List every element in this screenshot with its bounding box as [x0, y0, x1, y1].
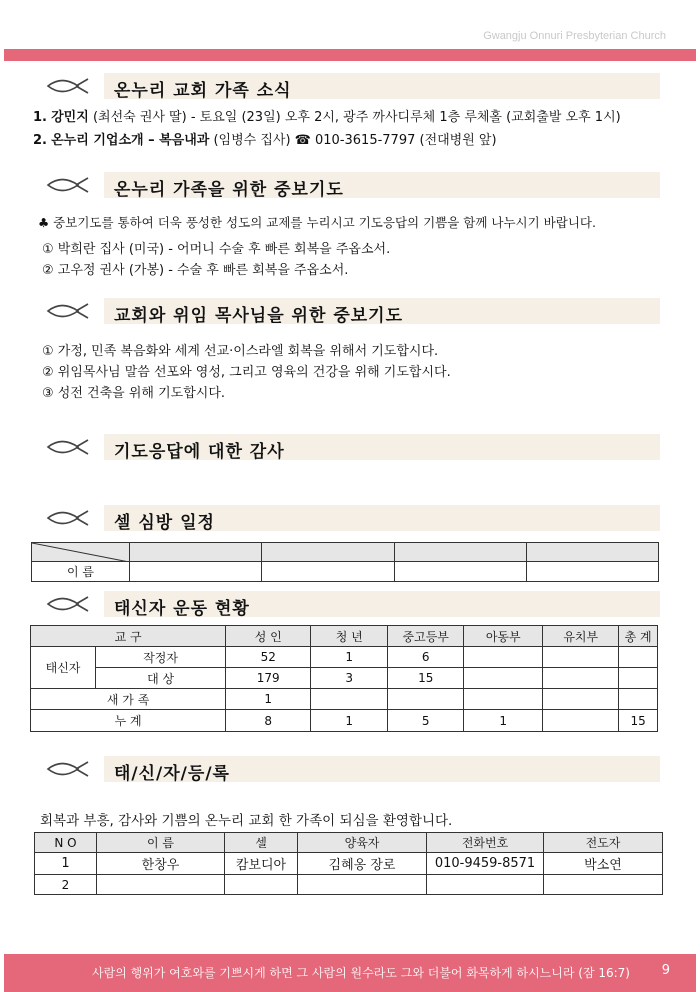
header-cell: 유치부 [543, 626, 619, 647]
header-cell: 이 름 [97, 833, 225, 853]
fish-icon [46, 595, 90, 613]
church-prayer-item: ② 위임목사님 말씀 선포와 영성, 그리고 영육의 건강을 위해 기도합시다. [42, 365, 451, 380]
family-prayer-intro: ♣ 중보기도를 통하여 더욱 풍성한 성도의 교제를 누리시고 기도응답의 기쁨을 함께 나누시기 바랍니다. [38, 215, 596, 230]
header-cell: 교 구 [31, 626, 226, 647]
header-cell: 청 년 [311, 626, 388, 647]
name-label: 이 름 [32, 562, 130, 582]
news-item-1: 1. 강민지 (최선숙 권사 딸) - 토요일 (23일) 오후 2시, 광주 까사디루체 1층 루체홀 (교회출발 오후 1시) [33, 110, 621, 125]
church-prayer-item: ③ 성전 건축을 위해 기도합시다. [42, 386, 226, 401]
section-title: 온누리 가족을 위한 중보기도 [114, 180, 344, 200]
church-prayer-item: ① 가정, 민족 복음화와 세계 선교·이스라엘 회복을 위해서 기도합시다. [42, 344, 439, 359]
section-thanks [40, 434, 660, 460]
row-label: 대 상 [96, 668, 226, 689]
section-church-prayer [40, 298, 660, 324]
footer-bar [4, 954, 696, 992]
fish-icon [46, 302, 90, 320]
section-news [40, 73, 660, 99]
group-label: 태신자 [31, 647, 96, 689]
fish-icon [46, 77, 90, 95]
page-number: 9 [661, 963, 670, 978]
welcome-text: 회복과 부흥, 감사와 기쁨의 온누리 교회 한 가족이 되심을 환영합니다. [40, 813, 453, 829]
section-registration [40, 756, 660, 782]
fish-icon [46, 438, 90, 456]
row-label: 누 계 [31, 710, 226, 732]
header-cell: N O [35, 833, 97, 853]
header-cell: 전도자 [544, 833, 663, 853]
header-cell: 중고등부 [388, 626, 464, 647]
header-cell: 전화번호 [427, 833, 544, 853]
section-title: 온누리 교회 가족 소식 [114, 81, 292, 101]
header-cell: 성 인 [226, 626, 311, 647]
row-label: 작정자 [96, 647, 226, 668]
section-title: 태신자 운동 현황 [114, 599, 250, 619]
fish-icon [46, 176, 90, 194]
header-cell: 총 계 [619, 626, 658, 647]
footer-verse: 사람의 행위가 여호와를 기쁘시게 하면 그 사람의 원수라도 그와 더불어 화목하게 하시느니라 (잠 16:7) [92, 966, 630, 980]
news-item-2: 2. 온누리 기업소개 – 복음내과 (임병수 집사) ☎ 010-3615-7797 (전대병원 앞) [33, 133, 497, 148]
section-cell [40, 505, 660, 531]
section-title: 태/신/자/등/록 [114, 764, 230, 784]
header-cell: 아동부 [464, 626, 543, 647]
registration-table: N O 이 름 셀 양육자 전화번호 전도자 1 한창우 캄보디아 김혜옹 장로 010-9459-8571 박소연 2 [34, 832, 663, 895]
diagonal-header-cell [32, 543, 130, 562]
family-prayer-item: ① 박희란 집사 (미국) - 어머니 수술 후 빠른 회복을 주옵소서. [42, 242, 391, 257]
church-name: Gwangju Onnuri Presbyterian Church [483, 30, 666, 42]
section-evangelism [40, 591, 660, 617]
header-cell: 셀 [225, 833, 298, 853]
fish-icon [46, 760, 90, 778]
cell-schedule-table [31, 542, 659, 582]
family-prayer-item: ② 고우정 권사 (가봉) - 수술 후 빠른 회복을 주옵소서. [42, 263, 349, 278]
header-cell: 양육자 [298, 833, 427, 853]
fish-icon [46, 509, 90, 527]
section-title: 셀 심방 일정 [114, 513, 215, 533]
section-title: 기도응답에 대한 감사 [114, 442, 285, 462]
section-title: 교회와 위임 목사님을 위한 중보기도 [114, 306, 404, 326]
section-family-prayer [40, 172, 660, 198]
header-bar [4, 49, 696, 61]
row-label: 새 가 족 [31, 689, 226, 710]
evangelism-table: 교 구 성 인 청 년 중고등부 아동부 유치부 총 계 태신자 작정자 52 1 6 대 상 179 3 15 새 가 족 1 누 계 8 1 5 1 15 [30, 625, 658, 732]
